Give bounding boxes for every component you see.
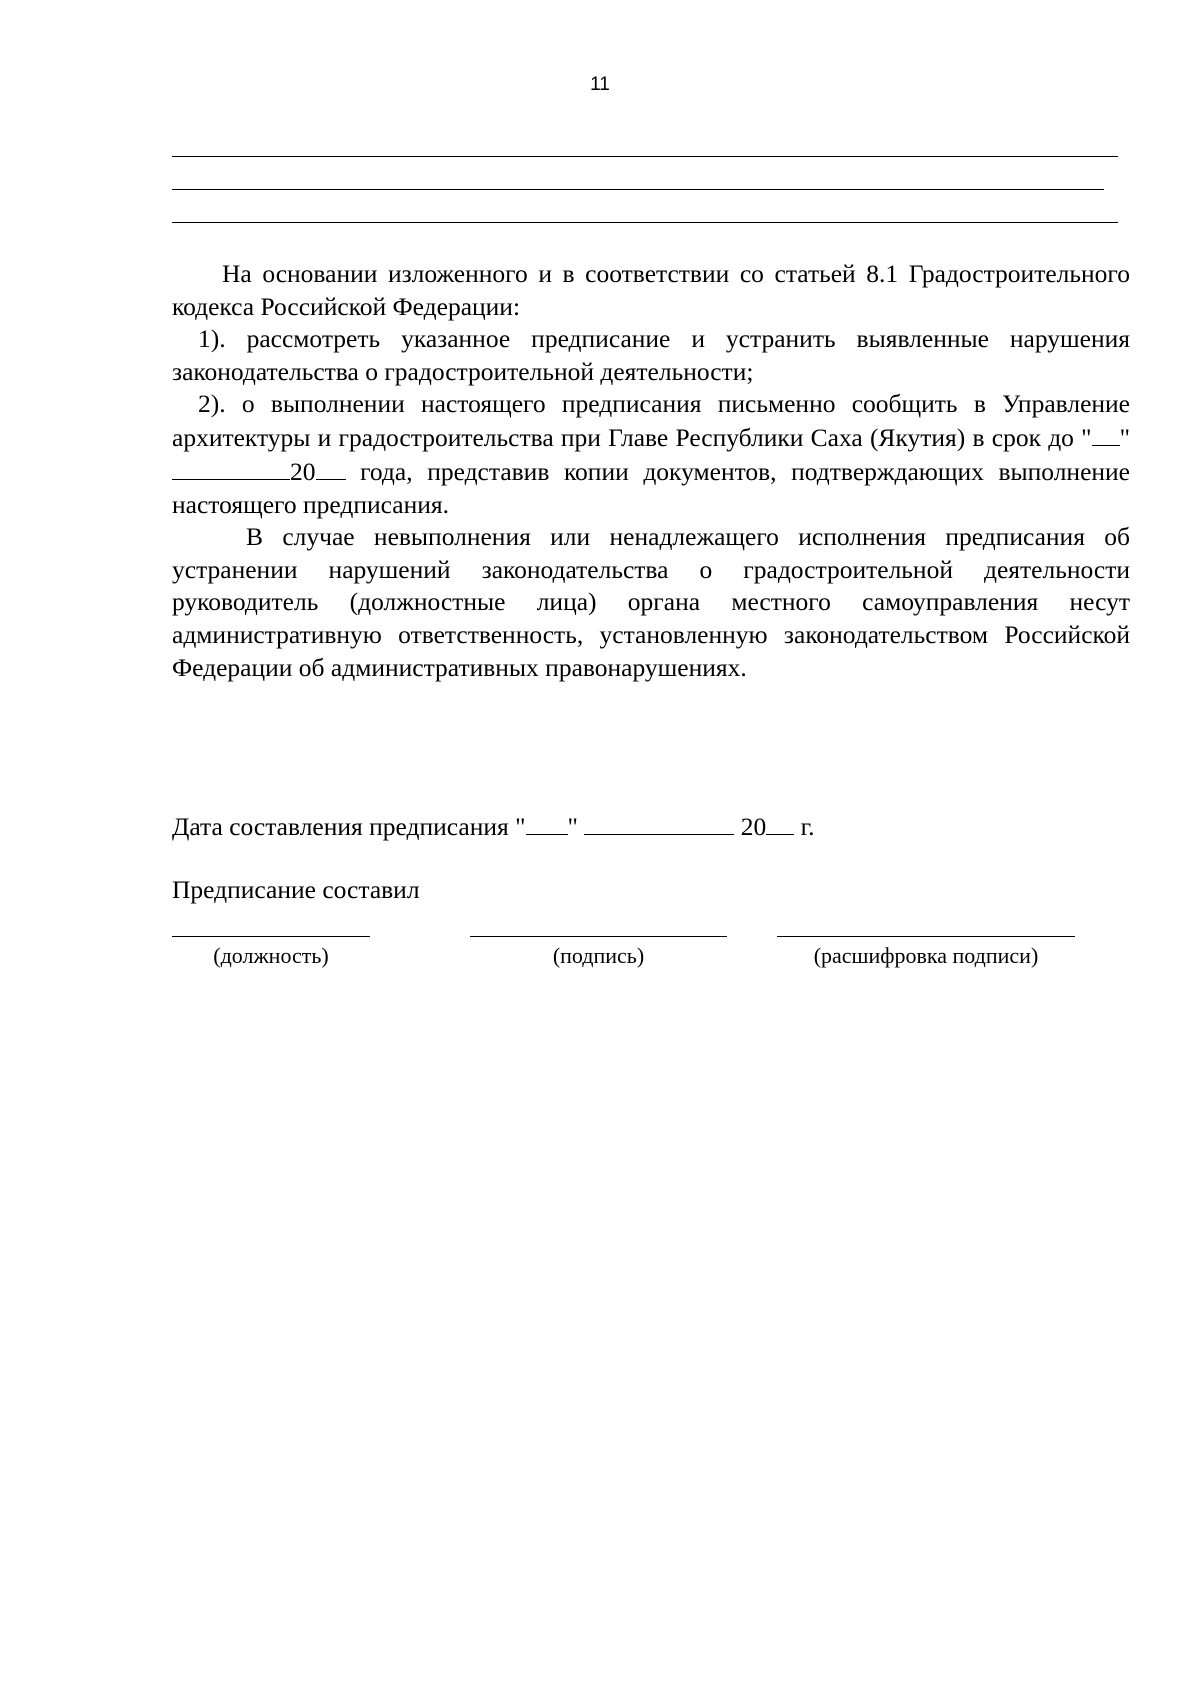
item-2-text-after-date: года, представив копии документов, подтверждающих выполнение настоящего предписания. [172, 457, 1131, 519]
instruction-item-2 [172, 388, 1130, 521]
quote-close: " [1119, 423, 1130, 453]
year-prefix: 20 [290, 457, 316, 486]
day-blank [1092, 421, 1120, 446]
page-number: 11 [590, 74, 610, 95]
day-blank [526, 810, 568, 835]
quote-close: " [567, 812, 578, 842]
document-body [172, 258, 1130, 684]
signature-line [470, 936, 727, 937]
blank-fill-line [172, 156, 1118, 157]
basis-paragraph: На основании изложенного и в соответствии со статьей 8.1 Градостроительного кодекса Российской Федерации: [172, 259, 1130, 321]
month-blank [172, 455, 290, 480]
blank-fill-line [172, 189, 1104, 190]
date-of-compilation-line [172, 810, 815, 842]
date-label: Дата составления предписания " [172, 812, 526, 842]
month-blank [584, 810, 734, 835]
item-2-text-before-date: 2). о выполнении настоящего предписания письменно сообщить в Управление архитектуры и градостроительства при Главе Республики Саха (Якутия) в срок до " [172, 389, 1130, 453]
blank-fill-line [172, 222, 1118, 223]
composed-by-label: Предписание составил [172, 875, 420, 904]
year-prefix: 20 [740, 812, 767, 842]
name-decoding-line [777, 936, 1075, 937]
warning-paragraph: В случае невыполнения или ненадлежащего исполнения предписания об устранении нарушений законодательства о градостроительной деятельности руководитель (должностные лица) органа местного самоуправления несут административную ответственность, установленную законодательством Российской Федерации об административных правонарушениях. [172, 522, 1130, 682]
position-caption: (должность) [213, 943, 329, 968]
year-suffix: г. [800, 812, 815, 842]
year-blank [766, 810, 794, 835]
year-blank [316, 455, 346, 480]
position-signature-line [172, 936, 370, 937]
signature-caption: (подпись) [552, 943, 645, 968]
instruction-item-1: 1). рассмотреть указанное предписание и устранить выявленные нарушения законодательства о градостроительной деятельности; [172, 324, 1130, 386]
name-decoding-caption: (расшифровка подписи) [813, 943, 1039, 968]
